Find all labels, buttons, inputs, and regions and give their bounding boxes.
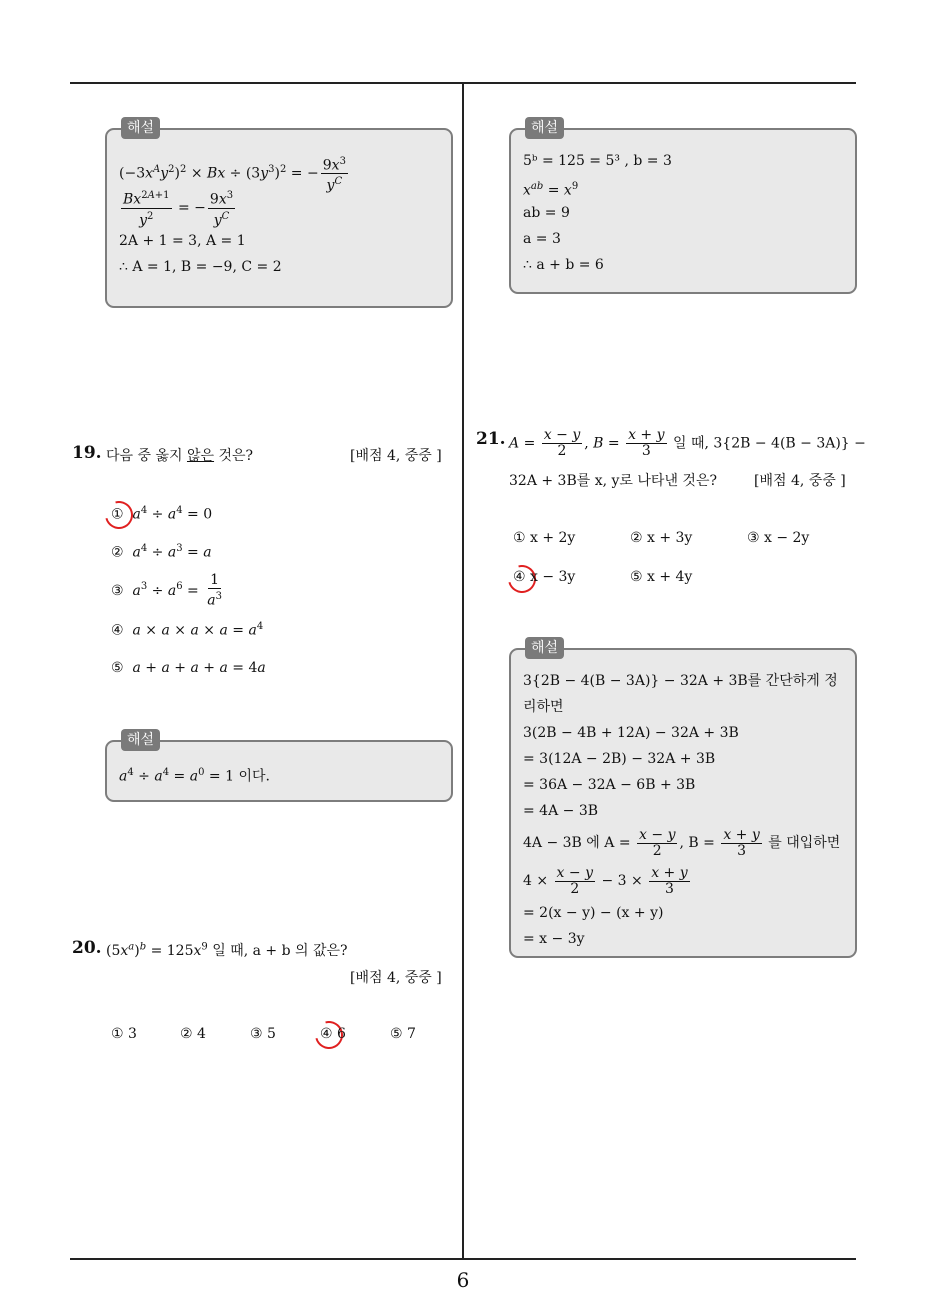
question-19-text: 다음 중 옳지 않은 것은? (106, 448, 254, 464)
page-number: 6 (456, 1268, 470, 1292)
question-21-line1: A = $\frac{x - y}{2}$ , B = $\frac{x + y}{3}$ 일 때, 3{2B − 4(B − 3A)} − (509, 427, 866, 459)
solution-tag: 해설 (121, 117, 160, 139)
solution-tag: 해설 (525, 117, 564, 139)
question-20-meta: [배점 4, 중중 ] (350, 970, 442, 986)
solution-20-line3: ab = 9 (523, 205, 570, 221)
solution-19-body (119, 760, 441, 786)
solution-21-line10: = x − 3y (523, 931, 585, 947)
q19-choice-1[interactable]: ① $a^4 \div a^4 = 0$ (111, 505, 213, 523)
solution-box-20 (509, 120, 857, 294)
q19-choice-2[interactable]: ② $a^4 \div a^3 = a$ (111, 543, 212, 561)
solution-20-line4: a = 3 (523, 231, 561, 247)
q19-choice-5[interactable]: ⑤ a + a + a + a = 4a (111, 660, 266, 676)
solution-21-line3: 3(2B − 4B + 12A) − 32A + 3B (523, 725, 739, 741)
question-19-number: 19. (72, 443, 102, 463)
underlined-word: 않은 (186, 448, 215, 464)
bottom-rule (70, 1258, 856, 1260)
q19-choice-4[interactable]: ④ $a \times a \times a \times a = a^4$ (111, 621, 264, 639)
solution-21-line1: 3{2B − 4(B − 3A)} − 32A + 3B를 간단하게 정 (523, 673, 838, 689)
solution-19-line: $a^4 \div a^4 = a^0 = 1$ 이다. (119, 767, 270, 785)
solution-21-line9: = 2(x − y) − (x + y) (523, 905, 664, 921)
solution-18-line1: $(-3x^Ay^2)^2 \times Bx \div (3y^3)^2$ = − $\frac{9x^3}{y^C}$ (119, 155, 346, 194)
solution-21-line8: 4 × $\frac{x - y}{2}$ − 3 × $\frac{x + y}{3}$ (523, 864, 688, 897)
solution-21-body (523, 668, 845, 952)
solution-20-body (523, 148, 845, 278)
question-21-line2: 32A + 3B를 x, y로 나타낸 것은? (509, 473, 717, 489)
solution-21-line5: = 36A − 32A − 6B + 3B (523, 777, 696, 793)
question-20-number: 20. (72, 938, 102, 958)
solution-20-line5: ∴ a + b = 6 (523, 257, 604, 273)
solution-20-line2: $x^{ab} = x^9$ (523, 181, 579, 199)
solution-box-21 (509, 640, 857, 958)
q20-choice-5[interactable]: ⑤ 7 (390, 1026, 416, 1042)
solution-tag: 해설 (121, 729, 160, 751)
solution-21-line7: 4A − 3B 에 A = $\frac{x - y}{2}$ , B = $\frac{x + y}{3}$ 를 대입하면 (523, 826, 841, 859)
q20-choice-2[interactable]: ② 4 (180, 1026, 206, 1042)
q20-choice-1[interactable]: ① 3 (111, 1026, 137, 1042)
column-divider (462, 82, 464, 1260)
q21-choice-1[interactable]: ① x + 2y (513, 530, 576, 546)
question-20-text: $(5x^a)^b = 125x^9$ 일 때, a + b 의 값은? (106, 941, 348, 959)
solution-21-line4: = 3(12A − 2B) − 32A + 3B (523, 751, 716, 767)
solution-tag: 해설 (525, 637, 564, 659)
solution-box-19 (105, 732, 453, 802)
q19-choice-3[interactable]: ③ $a^3 \div a^6$ = $\frac{1}{a^3}$ (111, 572, 222, 609)
solution-21-line2: 리하면 (523, 699, 564, 715)
solution-18-line3: 2A + 1 = 3, A = 1 (119, 233, 246, 249)
question-19-meta: [배점 4, 중중 ] (350, 448, 442, 464)
q21-choice-5[interactable]: ⑤ x + 4y (630, 569, 693, 585)
q20-choice-4[interactable]: ④ 6 (320, 1026, 346, 1042)
solution-21-line6: = 4A − 3B (523, 803, 599, 819)
q21-choice-3[interactable]: ③ x − 2y (747, 530, 810, 546)
q20-choice-3[interactable]: ③ 5 (250, 1026, 276, 1042)
solution-18-line2: $\frac{Bx^{2A+1}}{y^2}$ = − $\frac{9x^3}{y^C}$ (123, 190, 234, 229)
solution-20-line1: 5ᵇ = 125 = 5³ , b = 3 (523, 153, 672, 169)
solution-18-body (119, 152, 441, 280)
question-21-meta: [배점 4, 중중 ] (754, 473, 846, 489)
question-21-number: 21. (476, 429, 506, 449)
solution-18-line4: ∴ A = 1, B = −9, C = 2 (119, 259, 282, 275)
q21-choice-4[interactable]: ④ x − 3y (513, 569, 576, 585)
solution-box-18 (105, 120, 453, 308)
q21-choice-2[interactable]: ② x + 3y (630, 530, 693, 546)
